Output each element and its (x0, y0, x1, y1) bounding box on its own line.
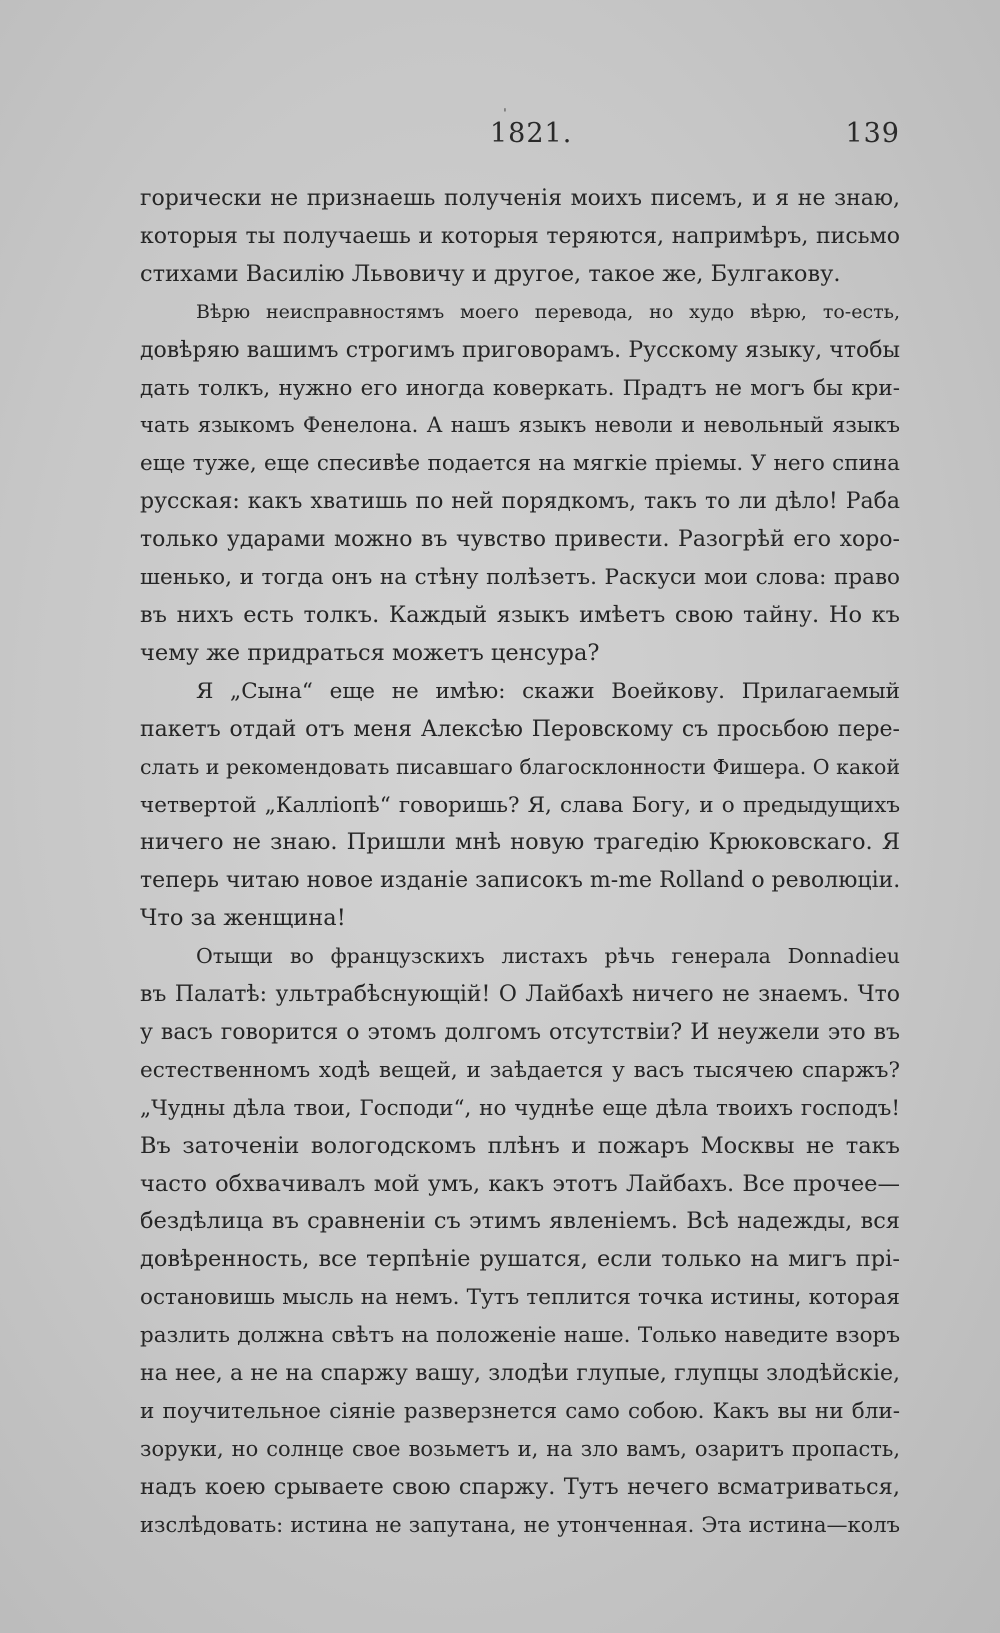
text-line: часто обхвачивалъ мой умъ, какъ этотъ Лайбахъ. Все прочее— (140, 1170, 900, 1197)
text-line: чать языкомъ Фенелона. А нашъ языкъ неволи и невольный языкъ (140, 413, 900, 438)
paragraph-2 (140, 294, 900, 673)
text-line: и поучительное сіяніе разверзнется само собою. Какъ вы ни бли- (140, 1399, 900, 1424)
text-line: пакетъ отдай отъ меня Алексѣю Перовскому съ просьбою пере- (140, 716, 900, 742)
text-line: шенько, и тогда онъ на стѣну полѣзетъ. Раскуси мои слова: право (140, 565, 900, 591)
text-line: „Чудны дѣла твои, Господи“, но чуднѣе еще дѣла твоихъ господъ! (140, 1095, 900, 1121)
text-line: дать толкъ, нужно его иногда коверкать. Прадтъ не могъ бы кри- (140, 375, 900, 401)
text-line: бездѣлица въ сравненіи съ этимъ явленіемъ. Всѣ надежды, вся (140, 1208, 900, 1235)
text-line: русская: какъ хватишь по ней порядкомъ, такъ то ли дѣло! Раба (140, 489, 900, 515)
text-line: остановишь мысль на немъ. Тутъ теплится точка истины, которая (140, 1285, 900, 1311)
main-text (140, 180, 900, 1545)
text-line: чему же придраться можетъ ценсура? (140, 639, 600, 666)
text-line: теперь читаю новое изданіе записокъ m-me Rolland о революціи. (140, 868, 901, 894)
text-line: разлить должна свѣтъ на положеніе наше. Только наведите взоръ (140, 1323, 900, 1349)
text-line: Отыщи во французскихъ листахъ рѣчь генерала Donnadieu (196, 944, 900, 969)
text-line: ничего не знаю. Пришли мнѣ новую трагедію Крюковскаго. Я (140, 829, 900, 856)
text-line: четвертой „Калліопѣ“ говоришь? Я, слава Богу, и о предыдущихъ (140, 792, 900, 818)
text-line: слать и рекомендовать писавшаго благосклонности Фишера. О какой (140, 754, 900, 779)
text-line: Я „Сына“ еще не имѣю: скажи Воейкову. Прилагаемый (196, 678, 900, 704)
text-line: Въ заточеніи вологодскомъ плѣнъ и пожаръ Москвы не такъ (140, 1132, 900, 1159)
text-line: Вѣрю неисправностямъ моего перевода, но худо вѣрю, то-есть, (196, 300, 900, 323)
page-header (140, 118, 900, 158)
text-line: еще туже, еще спесивѣе подается на мягкіе пріемы. У него спина (140, 451, 900, 477)
text-line: Что за женщина! (140, 905, 346, 932)
paragraph-1 (140, 180, 900, 294)
ink-speck: ˌ (503, 98, 507, 114)
text-line: горически не признаешь полученія моихъ писемъ, и я не знаю, (140, 186, 900, 211)
text-line: на нее, а не на спаржу вашу, злодѣи глупые, глупцы злодѣйскіе, (140, 1361, 900, 1387)
header-year: 1821. (490, 118, 573, 149)
text-line: естественномъ ходѣ вещей, и заѣдается у васъ тысячею спаржъ? (140, 1057, 900, 1083)
paragraph-4 (140, 938, 900, 1545)
paragraph-3 (140, 673, 900, 938)
text-line: которыя ты получаешь и которыя теряются, напримѣръ, письмо (140, 223, 900, 249)
text-line: изслѣдовать: истина не запутана, не утонченная. Эта истина—колъ (140, 1512, 900, 1537)
text-line: довѣренность, все терпѣніе рушатся, если только на мигъ прі- (140, 1246, 900, 1273)
text-line: только ударами можно въ чувство привести. Разогрѣй его хоро- (140, 527, 900, 553)
text-line: довѣряю вашимъ строгимъ приговорамъ. Русскому языку, чтобы (140, 337, 900, 363)
text-line: въ нихъ есть толкъ. Каждый языкъ имѣетъ свою тайну. Но къ (140, 601, 900, 628)
text-line: у васъ говорится о этомъ долгомъ отсутствіи? И неужели это въ (140, 1019, 900, 1045)
text-line: стихами Василію Львовичу и другое, такое же, Булгакову. (140, 260, 841, 287)
text-line: зоруки, но солнце свое возьметъ и, на зло вамъ, озаритъ пропасть, (140, 1436, 900, 1461)
page-number: 139 (845, 118, 900, 149)
text-line: въ Палатѣ: ультрабѣснующій! О Лайбахѣ ничего не знаемъ. Что (140, 982, 900, 1008)
text-line: надъ коею срываете свою спаржу. Тутъ нечего всматриваться, (140, 1473, 900, 1500)
